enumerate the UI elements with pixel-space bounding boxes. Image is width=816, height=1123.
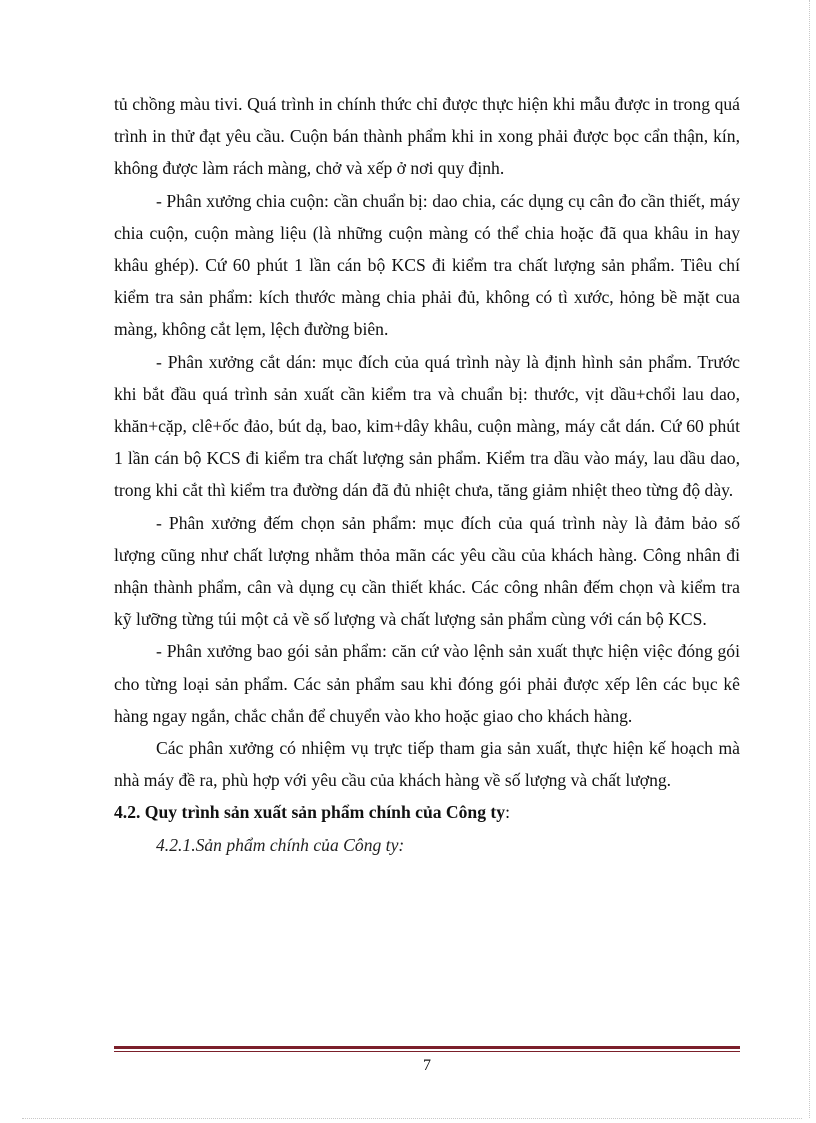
section-heading-colon: :	[505, 802, 510, 823]
page-bottom-edge	[22, 1118, 802, 1119]
paragraph-chia-cuon: - Phân xưởng chia cuộn: cần chuẩn bị: dao chia, các dụng cụ cân đo cần thiết, máy chia cuộn, cuộn màng liệu (là những cuộn màng có thể chia hoặc đã qua khâu in hay khâu ghép). Cứ 60 phút 1 lần cán bộ KCS đi kiểm tra chất lượng sản phẩm. Tiêu chí kiểm tra sản phẩm: kích thước màng chia phải đủ, không có tì xước, hỏng bề mặt cua màng, không cắt lẹm, lệch đường biên.	[114, 190, 740, 340]
paragraph-cat-dan: - Phân xưởng cắt dán: mục đích của quá trình này là định hình sản phẩm. Trước khi bắt đầu quá trình sản xuất cần kiểm tra và chuẩn bị: thước, vịt dầu+chổi lau dao, khăn+cặp, clê+ốc đảo, bút dạ, bao, kim+dây khâu, cuộn màng, máy cắt dán. Cứ 60 phút 1 lần cán bộ KCS đi kiểm tra chất lượng sản phẩm. Kiểm tra dầu vào máy, lau dầu dao, trong khi cắt thì kiểm tra đường dán đã đủ nhiệt chưa, tăng giảm nhiệt theo từng độ dày.	[114, 351, 740, 501]
footer-divider-thick-line	[114, 1046, 740, 1049]
paragraph-bao-goi: - Phân xưởng bao gói sản phẩm: căn cứ vào lệnh sản xuất thực hiện việc đóng gói cho từng loại sản phẩm. Các sản phẩm sau khi đóng gói phải được xếp lên các bục kê hàng ngay ngắn, chắc chắn để chuyển vào kho hoặc giao cho khách hàng.	[114, 641, 740, 726]
paragraph-continuation: tủ chồng màu tivi. Quá trình in chính thức chỉ được thực hiện khi mẫu được in trong quá trình in thử đạt yêu cầu. Cuộn bán thành phẩm khi in xong phải được bọc cẩn thận, kín, không được làm rách màng, chở và xếp ở nơi quy định.	[114, 94, 740, 179]
section-heading	[114, 796, 740, 828]
paragraph-dem-chon: - Phân xưởng đếm chọn sản phẩm: mục đích của quá trình này là đảm bảo số lượng cũng như chất lượng nhằm thỏa mãn các yêu cầu của khách hàng. Công nhân đi nhận thành phẩm, cân và dụng cụ cần thiết khác. Các công nhân đếm chọn và kiểm tra kỹ lưỡng từng túi một cả về số lượng và chất lượng sản phẩm cùng với cán bộ KCS.	[114, 512, 740, 630]
page-right-edge	[809, 0, 810, 1118]
section-heading-text: 4.2. Quy trình sản xuất sản phẩm chính của Công ty	[114, 802, 506, 823]
page-number: 7	[423, 1057, 431, 1074]
footer-divider	[114, 1046, 740, 1052]
page-body	[114, 88, 740, 861]
subsection-heading: 4.2.1.Sản phẩm chính của Công ty:	[156, 834, 405, 855]
paragraph-summary: Các phân xưởng có nhiệm vụ trực tiếp tham gia sản xuất, thực hiện kế hoạch mà nhà máy đề ra, phù hợp với yêu cầu của khách hàng về số lượng và chất lượng.	[114, 738, 740, 791]
footer-divider-thin-line	[114, 1051, 740, 1052]
